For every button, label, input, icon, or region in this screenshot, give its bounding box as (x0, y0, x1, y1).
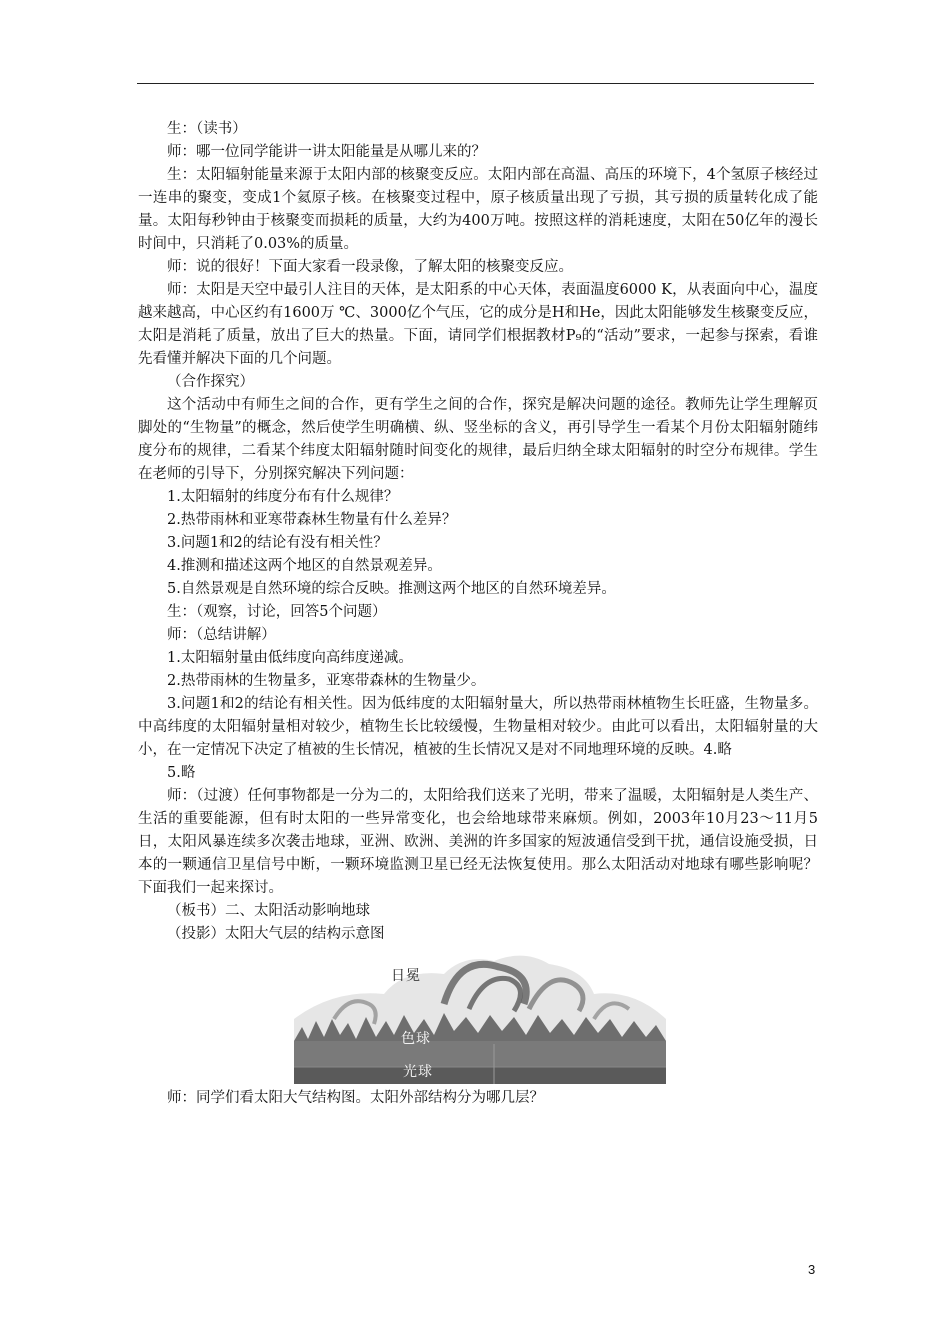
list-item: 1.太阳辐射量由低纬度向高纬度递减。 (167, 650, 413, 666)
paragraph: 师：同学们看太阳大气结构图。太阳外部结构分为哪几层？ (167, 1090, 544, 1106)
paragraph: 师：太阳是天空中最引人注目的天体，是太阳系的中心天体，表面温度6000 K，从表面向中心，温度越来越高，中心区约有1600万 ℃、3000亿个气压，它的成分是H和He，因此太阳能够发生核聚变反应，太阳是消耗了质量，放出了巨大的热量。下面，请同学们根据教材P₉的“活动”要求，一起参与探索，看谁先看懂并解决下面的几个问题。 (138, 282, 818, 367)
paragraph: 这个活动中有师生之间的合作，更有学生之间的合作，探究是解决问题的途径。教师先让学生理解页脚处的“生物量”的概念，然后使学生明确横、纵、竖坐标的含义，再引导学生一看某个月份太阳辐射随纬度分布的规律，二看某个纬度太阳辐射随时间变化的规律，最后归纳全球太阳辐射的时空分布规律。学生在老师的引导下，分别探究解决下列问题： (138, 397, 818, 482)
paragraph: 师：（过渡）任何事物都是一分为二的，太阳给我们送来了光明，带来了温暖，太阳辐射是人类生产、生活的重要能源，但有时太阳的一些异常变化，也会给地球带来麻烦。例如，2003年10月23～11月5日，太阳风暴连续多次袭击地球，亚洲、欧洲、美洲的许多国家的短波通信受到干扰，通信设施受损，日本的一颗通信卫星信号中断，一颗环境监测卫星已经无法恢复使用。那么太阳活动对地球有哪些影响呢？下面我们一起来探讨。 (138, 788, 818, 896)
page-number: 3 (808, 1262, 816, 1277)
paragraph: （合作探究） (167, 374, 254, 390)
list-item: 4.推测和描述这两个地区的自然景观差异。 (167, 558, 442, 574)
document-body (138, 118, 818, 1110)
list-item: 2.热带雨林的生物量多，亚寒带森林的生物量少。 (167, 673, 486, 689)
list-item: 3.问题1和2的结论有相关性。因为低纬度的太阳辐射量大，所以热带雨林植物生长旺盛，生物量多。中高纬度的太阳辐射量相对较少，植物生长比较缓慢，生物量相对较少。由此可以看出，太阳辐射量的大小，在一定情况下决定了植被的生长情况，植被的生长情况又是对不同地理环境的反映。4.略 (138, 696, 818, 758)
sun-atmosphere-illustration (294, 949, 666, 1084)
paragraph: （板书）二、太阳活动影响地球 (167, 903, 370, 919)
paragraph: 师：哪一位同学能讲一讲太阳能量是从哪儿来的？ (167, 144, 486, 160)
chromosphere-label: 色球 (401, 1031, 431, 1047)
list-item: 3.问题1和2的结论有没有相关性？ (167, 535, 388, 551)
paragraph: 师：（总结讲解） (167, 627, 276, 643)
list-item: 5.略 (167, 765, 196, 781)
photosphere-label: 光球 (403, 1064, 433, 1080)
corona-label: 日冕 (391, 968, 421, 984)
paragraph: 生：（读书） (167, 121, 247, 137)
paragraph: 生：（观察，讨论，回答5个问题） (167, 604, 387, 620)
list-item: 5.自然景观是自然环境的综合反映。推测这两个地区的自然环境差异。 (167, 581, 616, 597)
header-rule (137, 83, 814, 84)
paragraph: 生：太阳辐射能量来源于太阳内部的核聚变反应。太阳内部在高温、高压的环境下，4个氢原子核经过一连串的聚变，变成1个氦原子核。在核聚变过程中，原子核质量出现了亏损，其亏损的质量转化成了能量。太阳每秒钟由于核聚变而损耗的质量，大约为400万吨。按照这样的消耗速度，太阳在50亿年的漫长时间中，只消耗了0.03%的质量。 (138, 167, 818, 252)
list-item: 1.太阳辐射的纬度分布有什么规律？ (167, 489, 399, 505)
list-item: 2.热带雨林和亚寒带森林生物量有什么差异？ (167, 512, 457, 528)
paragraph: （投影）太阳大气层的结构示意图 (167, 926, 385, 942)
sun-atmosphere-figure (294, 949, 666, 1084)
paragraph: 师：说的很好！下面大家看一段录像，了解太阳的核聚变反应。 (167, 259, 573, 275)
